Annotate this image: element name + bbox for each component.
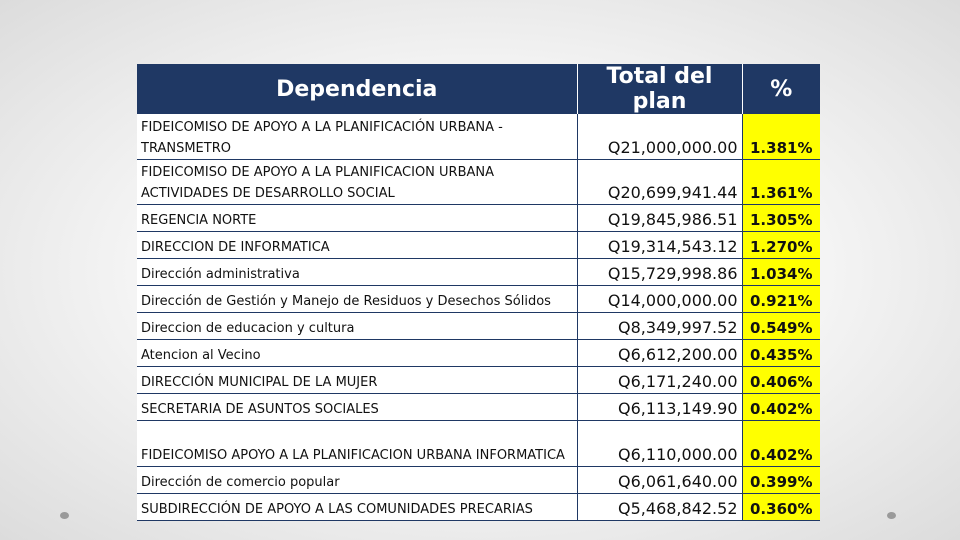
cell-total: Q15,729,998.86 — [577, 259, 742, 286]
cell-percent: 1.305% — [742, 205, 820, 232]
table-row — [137, 160, 820, 205]
cell-total: Q6,171,240.00 — [577, 367, 742, 394]
cell-percent: 0.402% — [742, 421, 820, 467]
cell-percent: 1.034% — [742, 259, 820, 286]
dependencia-line: FIDEICOMISO APOYO A LA PLANIFICACION URBANA INFORMATICA — [141, 448, 565, 463]
cell-total: Q19,845,986.51 — [577, 205, 742, 232]
table-row — [137, 259, 820, 286]
cell-percent: 0.399% — [742, 467, 820, 494]
cell-total: Q20,699,941.44 — [577, 160, 742, 205]
cell-percent: 1.270% — [742, 232, 820, 259]
cell-dependencia — [137, 114, 577, 160]
cell-total: Q6,061,640.00 — [577, 467, 742, 494]
cell-total: Q14,000,000.00 — [577, 286, 742, 313]
cell-dependencia — [137, 421, 577, 467]
table-row — [137, 467, 820, 494]
cell-total: Q5,468,842.52 — [577, 494, 742, 521]
dependencia-line: Dirección administrativa — [141, 267, 300, 282]
dependencia-line: DIRECCIÓN MUNICIPAL DE LA MUJER — [141, 375, 378, 390]
cell-total: Q21,000,000.00 — [577, 114, 742, 160]
header-percent: % — [742, 64, 820, 114]
cell-dependencia — [137, 494, 577, 521]
table-header-row — [137, 64, 820, 114]
table-row — [137, 286, 820, 313]
slide-decoration-dot-left — [60, 512, 69, 519]
header-dependencia: Dependencia — [137, 64, 577, 114]
slide-decoration-dot-right — [887, 512, 896, 519]
cell-dependencia — [137, 286, 577, 313]
cell-dependencia — [137, 232, 577, 259]
dependencia-line: ACTIVIDADES DE DESARROLLO SOCIAL — [141, 186, 395, 201]
cell-percent: 0.921% — [742, 286, 820, 313]
cell-dependencia — [137, 467, 577, 494]
cell-total: Q6,113,149.90 — [577, 394, 742, 421]
dependencia-line: TRANSMETRO — [141, 141, 231, 156]
cell-percent: 0.406% — [742, 367, 820, 394]
cell-dependencia — [137, 160, 577, 205]
cell-total: Q6,612,200.00 — [577, 340, 742, 367]
cell-total: Q8,349,997.52 — [577, 313, 742, 340]
table-row — [137, 313, 820, 340]
cell-percent: 1.381% — [742, 114, 820, 160]
dependencia-line: FIDEICOMISO DE APOYO A LA PLANIFICACIÓN URBANA - — [141, 120, 503, 135]
cell-percent: 0.360% — [742, 494, 820, 521]
budget-table — [137, 64, 820, 521]
cell-dependencia — [137, 205, 577, 232]
cell-percent: 0.402% — [742, 394, 820, 421]
dependencia-line: FIDEICOMISO DE APOYO A LA PLANIFICACION URBANA — [141, 165, 495, 180]
table-row — [137, 232, 820, 259]
cell-percent: 0.549% — [742, 313, 820, 340]
dependencia-line: SUBDIRECCIÓN DE APOYO A LAS COMUNIDADES PRECARIAS — [141, 502, 533, 517]
cell-total: Q19,314,543.12 — [577, 232, 742, 259]
table-row — [137, 421, 820, 467]
cell-dependencia — [137, 313, 577, 340]
table-row — [137, 114, 820, 160]
table-row — [137, 494, 820, 521]
table-row — [137, 367, 820, 394]
dependencia-line: Dirección de comercio popular — [141, 475, 340, 490]
dependencia-line: REGENCIA NORTE — [141, 213, 257, 228]
cell-percent: 1.361% — [742, 160, 820, 205]
cell-dependencia — [137, 394, 577, 421]
table-body — [137, 114, 820, 521]
dependencia-line: SECRETARIA DE ASUNTOS SOCIALES — [141, 402, 379, 417]
dependencia-line: Direccion de educacion y cultura — [141, 321, 355, 336]
table-row — [137, 205, 820, 232]
table-row — [137, 340, 820, 367]
cell-percent: 0.435% — [742, 340, 820, 367]
dependencia-line: Atencion al Vecino — [141, 348, 261, 363]
dependencia-line: Dirección de Gestión y Manejo de Residuos y Desechos Sólidos — [141, 294, 551, 309]
table-row — [137, 394, 820, 421]
cell-dependencia — [137, 340, 577, 367]
cell-dependencia — [137, 367, 577, 394]
header-total: Total del plan — [577, 64, 742, 114]
dependencia-line: DIRECCION DE INFORMATICA — [141, 240, 330, 255]
cell-total: Q6,110,000.00 — [577, 421, 742, 467]
cell-dependencia — [137, 259, 577, 286]
